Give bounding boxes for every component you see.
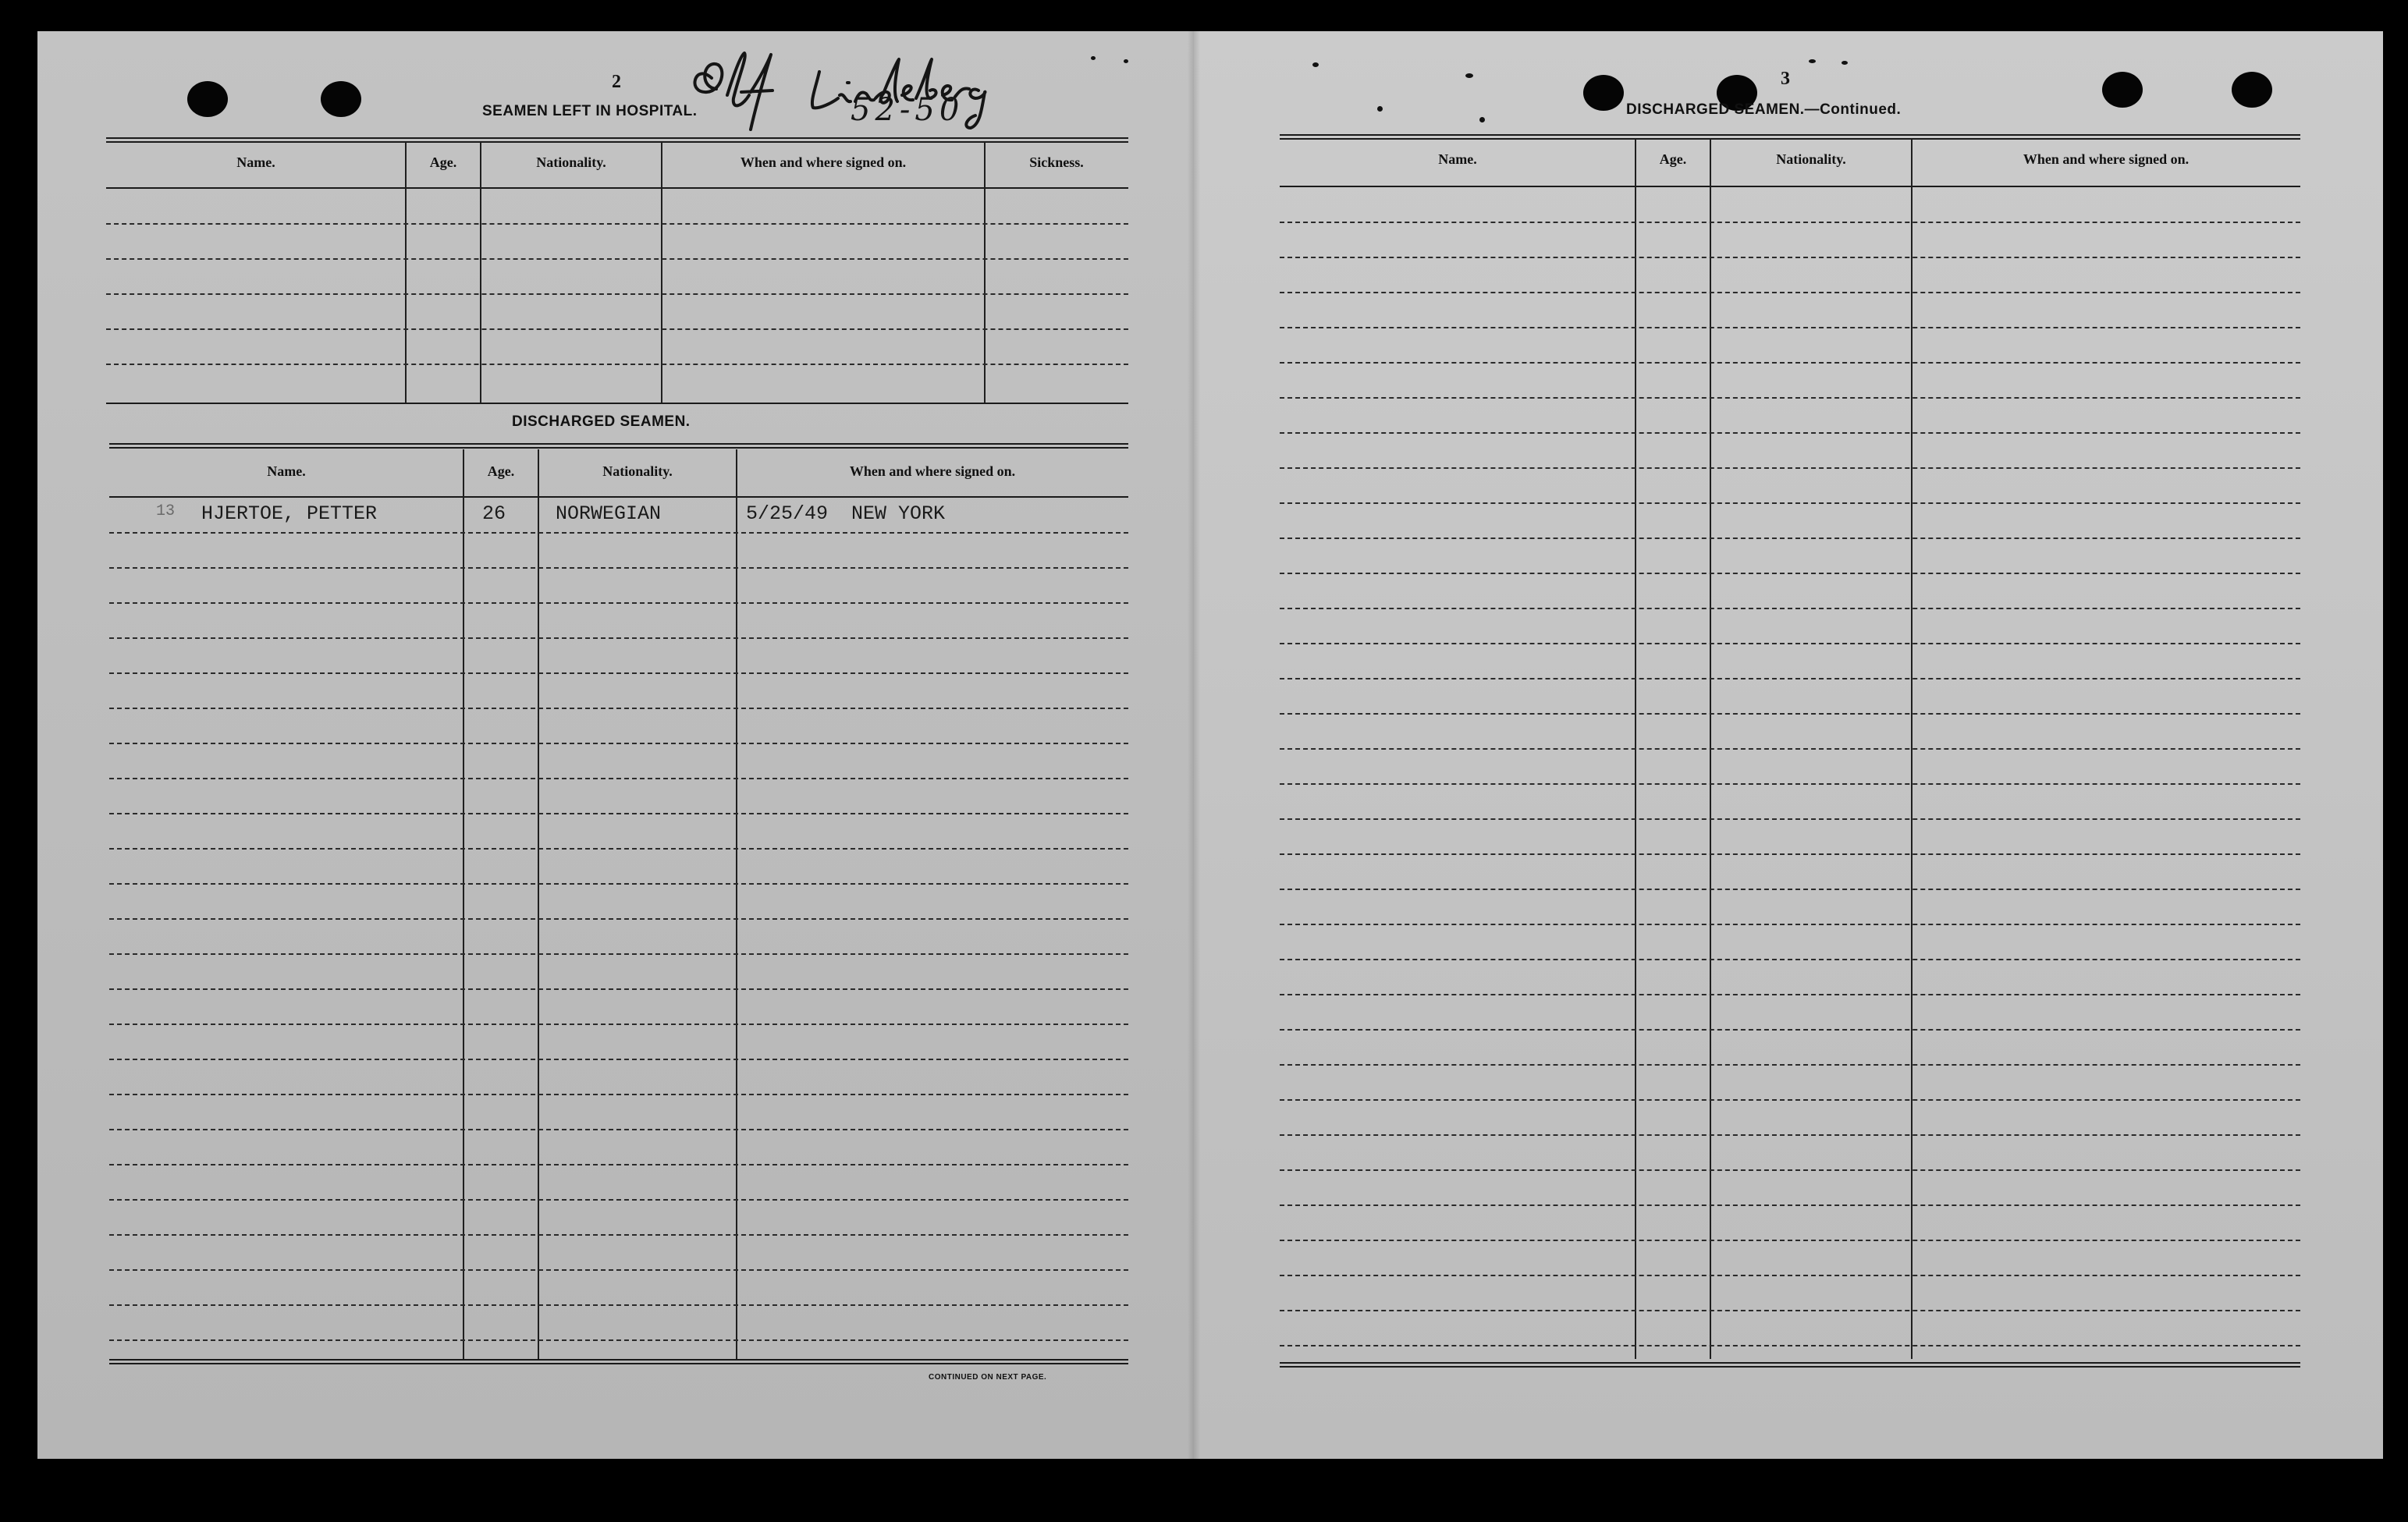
discharged-col-name: Name. — [267, 463, 306, 479]
table-row-line — [1280, 573, 2300, 574]
table-row-line — [109, 708, 1128, 709]
table-row-line — [1280, 959, 2300, 960]
table-row-line — [109, 778, 1128, 779]
table-row-line — [106, 364, 1128, 365]
right-bottom-rule — [1280, 1362, 2300, 1368]
table-row-line — [1280, 1064, 2300, 1066]
table-row-line — [1280, 994, 2300, 995]
table-row-line — [1280, 257, 2300, 258]
table-row-line — [1280, 502, 2300, 504]
table-row-line — [1280, 818, 2300, 820]
ink-speck — [1809, 59, 1816, 63]
page-number: 3 — [1781, 69, 1790, 89]
table-row-line — [1280, 1275, 2300, 1276]
table-row-line — [1280, 853, 2300, 855]
right-page — [1194, 31, 2383, 1459]
table-row-line — [109, 637, 1128, 639]
table-row-line — [1280, 222, 2300, 223]
row-mark: 13 — [156, 502, 176, 520]
table-row-line — [109, 743, 1128, 744]
right-col-signed-on: When and where signed on. — [2023, 151, 2190, 167]
seaman-age: 26 — [482, 502, 506, 525]
table-row-line — [1280, 748, 2300, 750]
table-row-line — [1280, 1345, 2300, 1346]
table-row-line — [1280, 397, 2300, 399]
discharged-section-title: DISCHARGED SEAMEN. — [512, 413, 691, 430]
punch-hole — [2102, 72, 2143, 108]
table-row-line — [109, 1339, 1128, 1341]
table-row-line — [1280, 362, 2300, 364]
table-row-line — [109, 848, 1128, 850]
table-row-line — [109, 1304, 1128, 1306]
punch-hole — [1583, 75, 1624, 111]
handwritten-number: 52-50 — [851, 92, 964, 128]
table-row-line — [1280, 713, 2300, 715]
right-col-name: Name. — [1438, 151, 1477, 167]
table-row-line — [1280, 432, 2300, 434]
table-row-line — [106, 293, 1128, 295]
hospital-header-rule — [106, 187, 1128, 189]
table-row-line — [109, 567, 1128, 569]
table-row-line — [109, 953, 1128, 955]
table-row-line — [109, 1129, 1128, 1130]
table-row-line — [106, 223, 1128, 225]
table-row-line — [1280, 467, 2300, 469]
page-crease — [1188, 31, 1200, 1459]
ink-speck — [1842, 61, 1848, 65]
right-col-nationality: Nationality. — [1776, 151, 1846, 167]
table-row-line — [1280, 889, 2300, 890]
right-section-title: DISCHARGED SEAMEN.—Continued. — [1626, 101, 1902, 118]
hospital-col-name: Name. — [236, 154, 275, 170]
table-row-line — [109, 883, 1128, 885]
ink-speck — [1312, 62, 1319, 67]
seaman-nationality: NORWEGIAN — [556, 502, 662, 525]
table-row-line — [1280, 1099, 2300, 1101]
table-row-line — [106, 328, 1128, 330]
table-row-line — [109, 813, 1128, 814]
discharged-col-signed-on: When and where signed on. — [849, 463, 1016, 479]
ink-speck — [1377, 106, 1383, 112]
table-row-line — [1280, 292, 2300, 293]
continued-note: CONTINUED ON NEXT PAGE. — [929, 1373, 1047, 1382]
table-row-line — [109, 1164, 1128, 1165]
table-row-line — [109, 1059, 1128, 1060]
left-page — [37, 31, 1194, 1459]
discharged-col-divider — [736, 449, 737, 1361]
table-row-line — [1280, 1134, 2300, 1136]
discharged-col-nationality: Nationality. — [602, 463, 673, 479]
discharged-col-divider — [463, 449, 464, 1361]
ink-speck — [1124, 59, 1128, 63]
hospital-col-sickness: Sickness. — [1029, 154, 1084, 170]
table-row-line — [106, 258, 1128, 260]
punch-hole — [187, 81, 228, 117]
discharged-col-divider — [538, 449, 539, 1361]
hospital-col-nationality: Nationality. — [536, 154, 606, 170]
table-row-line — [109, 672, 1128, 674]
table-row-line — [1280, 643, 2300, 644]
discharged-bottom-rule — [109, 1359, 1128, 1364]
table-row-line — [109, 918, 1128, 920]
ink-speck — [1091, 56, 1096, 60]
table-row-line — [1280, 1310, 2300, 1311]
table-row-line — [1280, 1240, 2300, 1241]
discharged-header-rule — [109, 496, 1128, 498]
punch-hole — [2232, 72, 2272, 108]
punch-hole — [321, 81, 361, 117]
ink-speck — [1479, 117, 1485, 122]
table-row-line — [1280, 608, 2300, 609]
discharged-table-top-rule — [109, 443, 1128, 449]
seaman-signed-on: 5/25/49 NEW YORK — [746, 502, 946, 525]
table-row-line — [1280, 537, 2300, 539]
table-row-line — [109, 1094, 1128, 1095]
ink-speck — [1465, 73, 1473, 78]
table-row-line — [109, 1234, 1128, 1236]
right-col-age: Age. — [1659, 151, 1687, 167]
table-row-line — [109, 1199, 1128, 1201]
hospital-col-age: Age. — [429, 154, 457, 170]
page-number: 2 — [612, 72, 621, 92]
right-table-top-rule — [1280, 134, 2300, 140]
table-row-line — [1280, 327, 2300, 328]
table-row-line — [1280, 783, 2300, 785]
table-row-line — [109, 1269, 1128, 1271]
table-row-line — [1280, 924, 2300, 925]
table-row-line — [1280, 1029, 2300, 1031]
hospital-col-signed-on: When and where signed on. — [740, 154, 907, 170]
table-row-line — [1280, 678, 2300, 679]
hospital-section-title: SEAMEN LEFT IN HOSPITAL. — [482, 103, 698, 119]
table-row-line — [109, 532, 1128, 534]
hospital-bottom-rule — [106, 403, 1128, 404]
table-row-line — [1280, 1169, 2300, 1171]
right-header-rule — [1280, 186, 2300, 187]
discharged-col-age: Age. — [487, 463, 515, 479]
table-row-line — [109, 1024, 1128, 1025]
table-row-line — [109, 988, 1128, 990]
table-row-line — [109, 602, 1128, 604]
seaman-name: HJERTOE, PETTER — [201, 502, 378, 525]
table-row-line — [1280, 1204, 2300, 1206]
